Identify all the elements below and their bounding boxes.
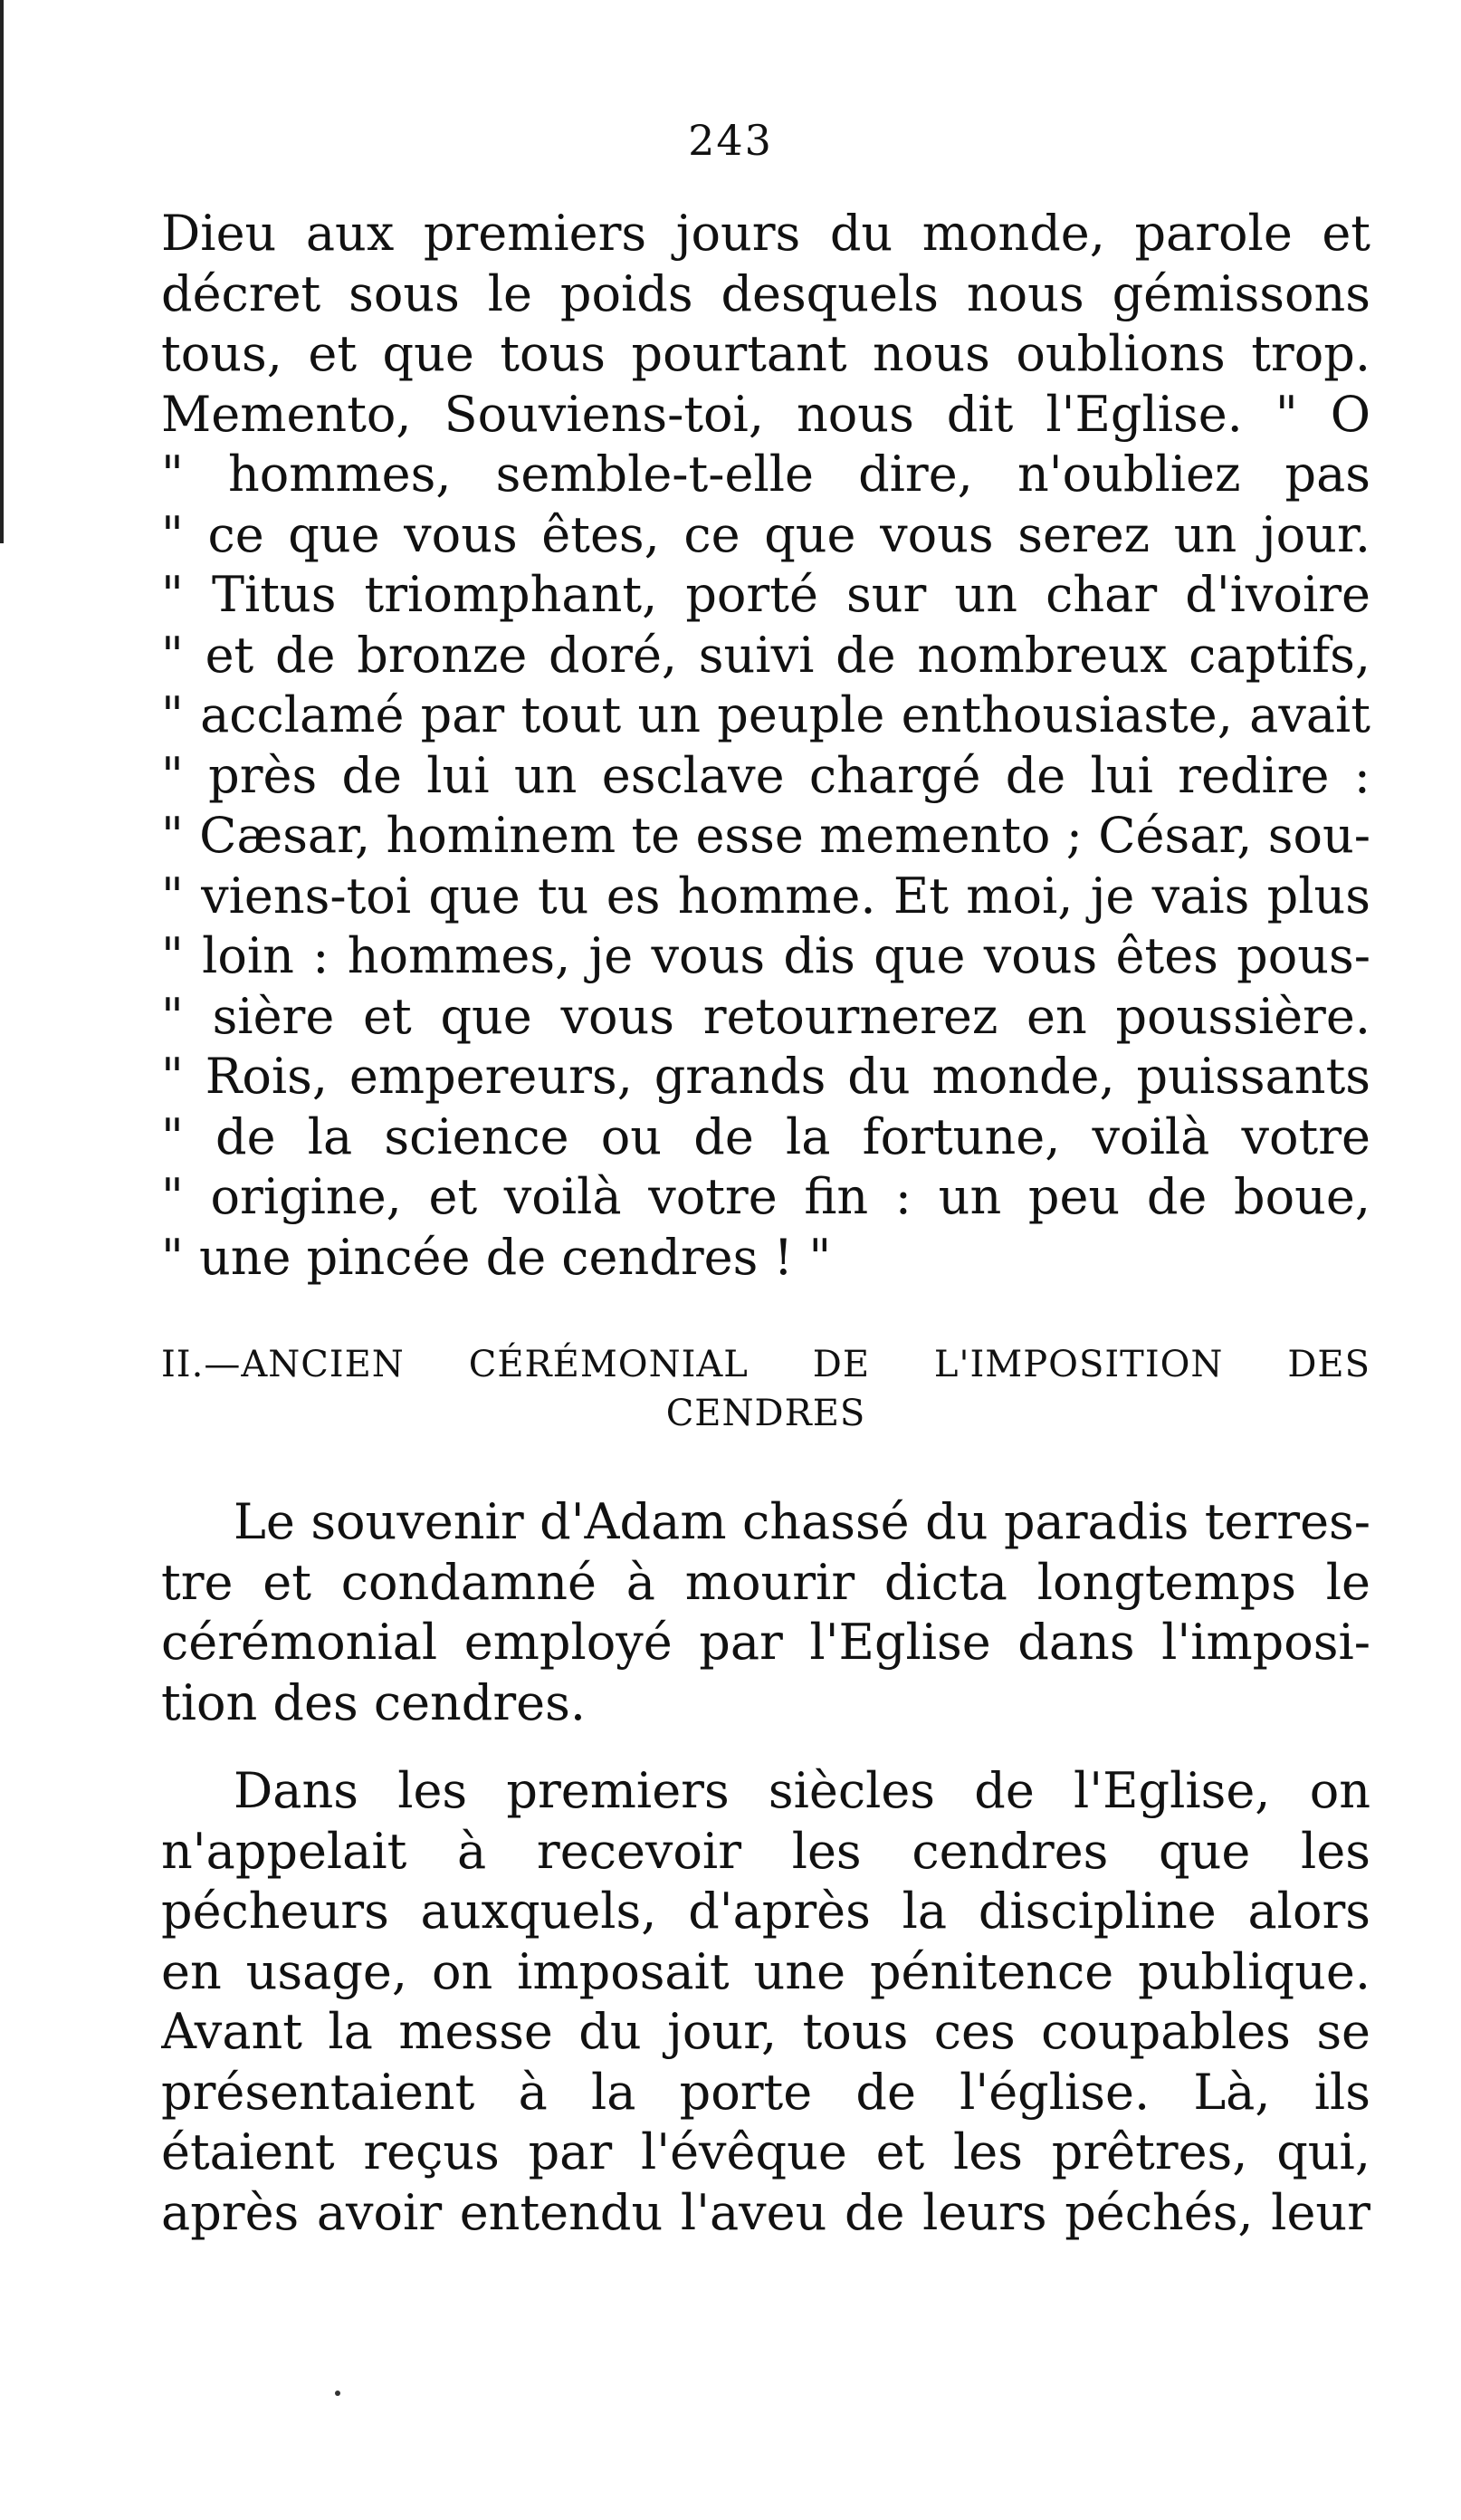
text-line: Avant la messe du jour, tous ces coupables se bbox=[161, 2003, 1370, 2060]
text-line: Le souvenir d'Adam chassé du paradis terres- bbox=[234, 1493, 1370, 1550]
text-line: " loin : hommes, je vous dis que vous êtes pous- bbox=[161, 927, 1370, 984]
paragraph-memento bbox=[161, 204, 1370, 1288]
text-line: tion des cendres. bbox=[161, 1673, 587, 1731]
text-line: " hommes, semble-t-elle dire, n'oubliez pas bbox=[161, 446, 1370, 503]
text-line: Dieu aux premiers jours du monde, parole et bbox=[161, 205, 1370, 262]
text-line: présentaient à la porte de l'église. Là, ils bbox=[161, 2063, 1370, 2121]
text-line: " et de bronze doré, suivi de nombreux captifs, bbox=[161, 626, 1370, 684]
text-line: étaient reçus par l'évêque et les prêtres, qui, bbox=[161, 2123, 1370, 2180]
text-line: " près de lui un esclave chargé de lui redire : bbox=[161, 746, 1370, 804]
text-line: " Titus triomphant, porté sur un char d'ivoire bbox=[161, 566, 1370, 623]
text-line: " Rois, empereurs, grands du monde, puissants bbox=[161, 1048, 1370, 1105]
text-line: décret sous le poids desquels nous gémissons bbox=[161, 264, 1370, 322]
section-heading bbox=[161, 1340, 1370, 1438]
text-line: cérémonial employé par l'Eglise dans l'imposi- bbox=[161, 1614, 1370, 1671]
text-line: " de la science ou de la fortune, voilà votre bbox=[161, 1107, 1370, 1165]
text-line: après avoir entendu l'aveu de leurs péchés, leur bbox=[161, 2183, 1370, 2241]
text-line: Dans les premiers siècles de l'Eglise, on bbox=[234, 1762, 1370, 1819]
text-line: " origine, et voilà votre fin : un peu de boue, bbox=[161, 1168, 1370, 1225]
text-line: " sière et que vous retournerez en poussière. bbox=[161, 987, 1370, 1045]
text-line: " ce que vous êtes, ce que vous serez un jour. bbox=[161, 505, 1370, 563]
print-speck bbox=[335, 2391, 340, 2396]
text-line: Memento, Souviens-toi, nous dit l'Eglise. " O bbox=[161, 385, 1370, 443]
text-line: tre et condamné à mourir dicta longtemps le bbox=[161, 1553, 1370, 1611]
text-line: pécheurs auxquels, d'après la discipline alors bbox=[161, 1883, 1370, 1940]
paragraph-adam bbox=[161, 1492, 1370, 1733]
text-line: en usage, on imposait une pénitence publique. bbox=[161, 1942, 1370, 2000]
section-heading-line-2: CENDRES bbox=[665, 1393, 866, 1434]
section-heading-line-1: II.—ANCIEN CÉRÉMONIAL DE L'IMPOSITION DES bbox=[161, 1344, 1370, 1385]
text-line: " Cæsar, hominem te esse memento ; César, sou- bbox=[161, 807, 1370, 864]
page-number: 243 bbox=[688, 116, 773, 165]
text-line: " une pincée de cendres ! " bbox=[161, 1228, 832, 1286]
text-line: " viens-toi que tu es homme. Et moi, je vais plus bbox=[161, 867, 1370, 925]
page-edge-rule bbox=[0, 0, 4, 543]
text-line: n'appelait à recevoir les cendres que les bbox=[161, 1822, 1370, 1880]
paragraph-premiers-siecles bbox=[161, 1761, 1370, 2243]
text-line: " acclamé par tout un peuple enthousiaste, avait bbox=[161, 686, 1370, 743]
text-line: tous, et que tous pourtant nous oublions trop. bbox=[161, 325, 1370, 382]
